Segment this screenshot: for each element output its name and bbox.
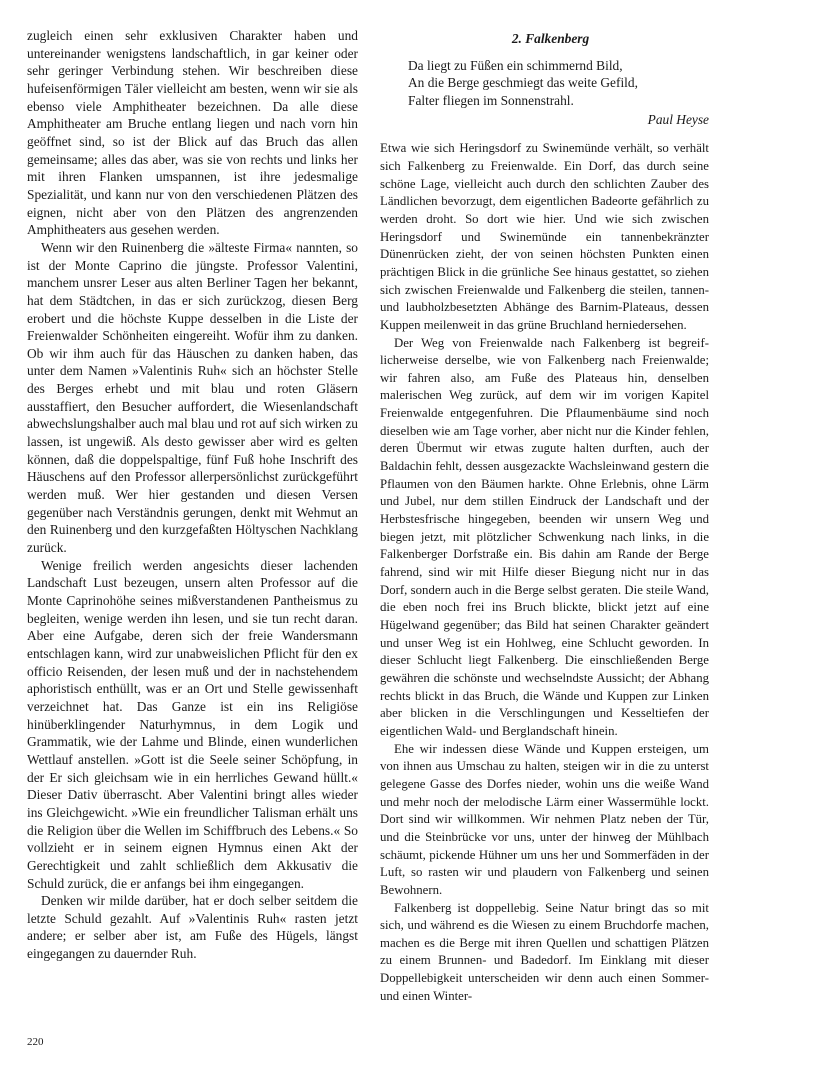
poem-line: An die Berge geschmiegt das weite Gefild, [408, 75, 638, 91]
section-body [380, 140, 709, 1005]
section-title: 2. Falkenberg [511, 31, 590, 46]
paragraph: Denken wir milde darüber, hat er doch selber seitdem die letzte Schuld gezahlt. Auf »Valentinis Ruh« rasten jetzt andere; er selber aber ist, am Fuße des Hügels, längst eingegangen zu dauernder Ruh. [27, 893, 358, 962]
paragraph: Wenn wir den Ruinenberg die »älteste Firma« nannten, so ist der Monte Caprino die jüngste. Professor Valentini, manchem unsrer Leser aus alten Berliner Tagen her bekannt, hat dem Städtchen, in das er sich zurückzog, diesen Berg erobert und die höchste Kuppe desselben in die Liste der Freienwalder Schönheiten eingereiht. Wofür ihm zu danken. Ob wir ihm auch für das Häuschen zu danken haben, das unter dem Namen »Valentinis Ruh« sich an höchster Stelle des Berges erhebt und mit blau und roten Gläsern ausstaffiert, den Besucher auffordert, die Wiesenlandschaft abwechslungshalber auch mal blau und rot auf sich wirken zu lassen, ist ungewiß. Als desto gewisser aber wird es gelten können, daß die doppelspaltige, fünf Fuß hohe Inschrift des Häuschens auf den Professor allerpersönlichst zurückgeführt werden muß. Wer hier gestanden und diesen Versen gegenüber nach Verständnis gerungen, denkt mit Wehmut an den Ruinenberg und den kurzgefaßten Höltyschen Nachklang zurück. [27, 239, 358, 556]
paragraph: Ehe wir indessen diese Wände und Kuppen ersteigen, um von ihnen aus Umschau zu halten, steigen wir in die zu unterst gelegene Gasse des Dorfes nieder, wohin uns die weiße Wand und mehr noch der melodische Lärm einer Wassermühle lockt. Dort sind wir willkommen. Wir nehmen Platz neben der Tür, und die Steinbrücke vor uns, unter der hinweg der Mühlbach schäumt, pickende Hühner um uns her und Sommerfäden in der Luft, so rasten wir und plaudern von Falkenberg und seinen Bewohnern. [380, 741, 709, 897]
paragraph: Wenige freilich werden angesichts dieser lachenden Landschaft Lust bezeugen, unsern alten Professor auf die Monte Caprinohöhe seines mißverstandenen Pantheismus zu begleiten, wenige werden ihn lesen, und sie tun recht daran. Aber eine Aufgabe, deren sich der freie Wandersmann entschlagen kann, wird zur unabweislichen Pflicht für den ex officio Reisenden, der lesen muß und der in nachstehendem aphoristisch enthüllt, was er an Ort und Stelle gewissenhaft verzeichnet hat. Das Ganze ist ein ins Religiöse hinüberklingender Naturhymnus, in dem Logik und Grammatik, wie der Lahme und Blinde, einen wunderlichen Wettlauf anstellen. »Gott ist die Seele seiner Schöpfung, in der Er sich gleichsam wie in ein herrliches Gewand hüllt.« Dieser Dativ überrascht. Aber Valentini bringt alles wieder ins Gleichgewicht. »Wie ein freundlicher Talisman erhält uns die Religion über die Wellen im Schiffbruch des Lebens.« So vollzieht er in seinem eignen Hymnus einen Akt der Gerechtigkeit und zahlt schließlich dem Akkusativ die Schuld zurück, die er anfangs bei ihm eingegangen. [27, 557, 358, 891]
poem-author: Paul Heyse [647, 111, 709, 127]
epigraph-poem [408, 57, 709, 129]
paragraph: zugleich einen sehr exklusiven Charakter haben und untereinander wenigstens landschaftlich, in gar keiner oder sehr geringer Verbindung stehen. Wir beschreiben diese hufeisenförmigen Täler vielleicht am besten, wenn wir sie als ebenso viele Amphitheater bezeichnen. Da alle diese Amphitheater am Bruche entlang liegen und nach vorn hin geöffnet sind, so ist der Blick auf das Bruch das allen gemeinsame; alles das aber, was sie von rechts und links her mit ihren Flanken umspannen, ist ihre jedesmalige Spezialität, und kann nur von den verschiedenen Plätzen des eignen, nicht aber von den Plätzen des angrenzenden Amphitheaters aus gesehen werden. [27, 28, 358, 238]
left-column [27, 27, 358, 963]
paragraph: Falkenberg ist doppellebig. Seine Natur bringt das so mit sich, und während es die Wiesen zu einem Bruchdorfe machen, machen es die Berge mit ihren Quellen und schattigen Plätzen zu einem Brunnen- und Badedorf. Im Einklang mit dieser Doppellebigkeit unterscheiden wir denn auch einen Sommer- und einen Winter- [380, 900, 709, 1003]
poem-line: Da liegt zu Füßen ein schimmernd Bild, [408, 57, 623, 73]
page-number: 220 [27, 1036, 44, 1048]
poem-line: Falter fliegen im Sonnenstrahl. [408, 92, 574, 108]
right-column [380, 27, 709, 1005]
paragraph: Der Weg von Freienwalde nach Falkenberg ist begreiflicherweise derselbe, wie von Falkenberg nach Freienwalde; wir fahren also, am Fuße des Plateaus hin, denselben malerischen Weg zurück, auf dem wir im vorigen Kapitel Freienwalde entgegenfuhren. Die Pflaumenbäume sind noch dieselben wie am Tage vorher, aber nicht nur die Kinder fehlen, deren Übermut wir etwas zugute halten durften, auch der Baldachin fehlt, dessen ausgezackte Wachsleinwand gestern die Pflaumen von den Bäumen harkte. Ohne Erlebnis, ohne Lärm und Jubel, nur dem stillen Eindruck der Landschaft und der Herbstesfrische hingegeben, beenden wir unsern Weg und biegen jetzt, mit plötzlicher Schwenkung nach links, in die Falkenberger Dorfstraße ein. Bis dahin am Rande der Berge fahrend, sind wir mit Hilfe dieser Biegung nicht nur in das Dorf, sondern auch in die Berge selbst geraten. Die steile Wand, die eben noch frei ins Bruch blickte, blickt jetzt auf eine Hügelwand gegenüber; das Bild hat seinen Charakter geändert und unser Weg ist ein Hohlweg, eine Schlucht geworden. In dieser Schlucht liegt Falkenberg. Die einschließenden Berge gewähren die schönste und wechselndste Aussicht; der Abhang rechts blickt in das Bruch, die Wände und Kuppen zur Linken aber blicken in die Verschlingungen und Kesseltiefen der eigentlichen Wald- und Berglandschaft hinein. [380, 335, 709, 738]
paragraph: Etwa wie sich Heringsdorf zu Swinemünde verhält, so verhält sich Falkenberg zu Freienwalde. Ein Dorf, das durch seine schöne Lage, vielleicht auch durch den schlichten Zauber des Ländlichen bevorzugt, dem eigentlichen Badeorte gefährlich zu werden droht. So dort wie hier. Und wie sich zwischen Heringsdorf und Swinemünde ein tannenbekränzter Dünenrücken zieht, der von seinen höchsten Punkten einen prächtigen Blick in die grünliche See hinaus gestattet, so ziehen sich zwischen Freienwalde und Falkenberg die steilen, tannen- und laubholzbesetzten Abhänge des Barnim-Plateaus, dessen Kuppen meilenweit in das grüne Bruchland herniedersehen. [380, 141, 709, 332]
